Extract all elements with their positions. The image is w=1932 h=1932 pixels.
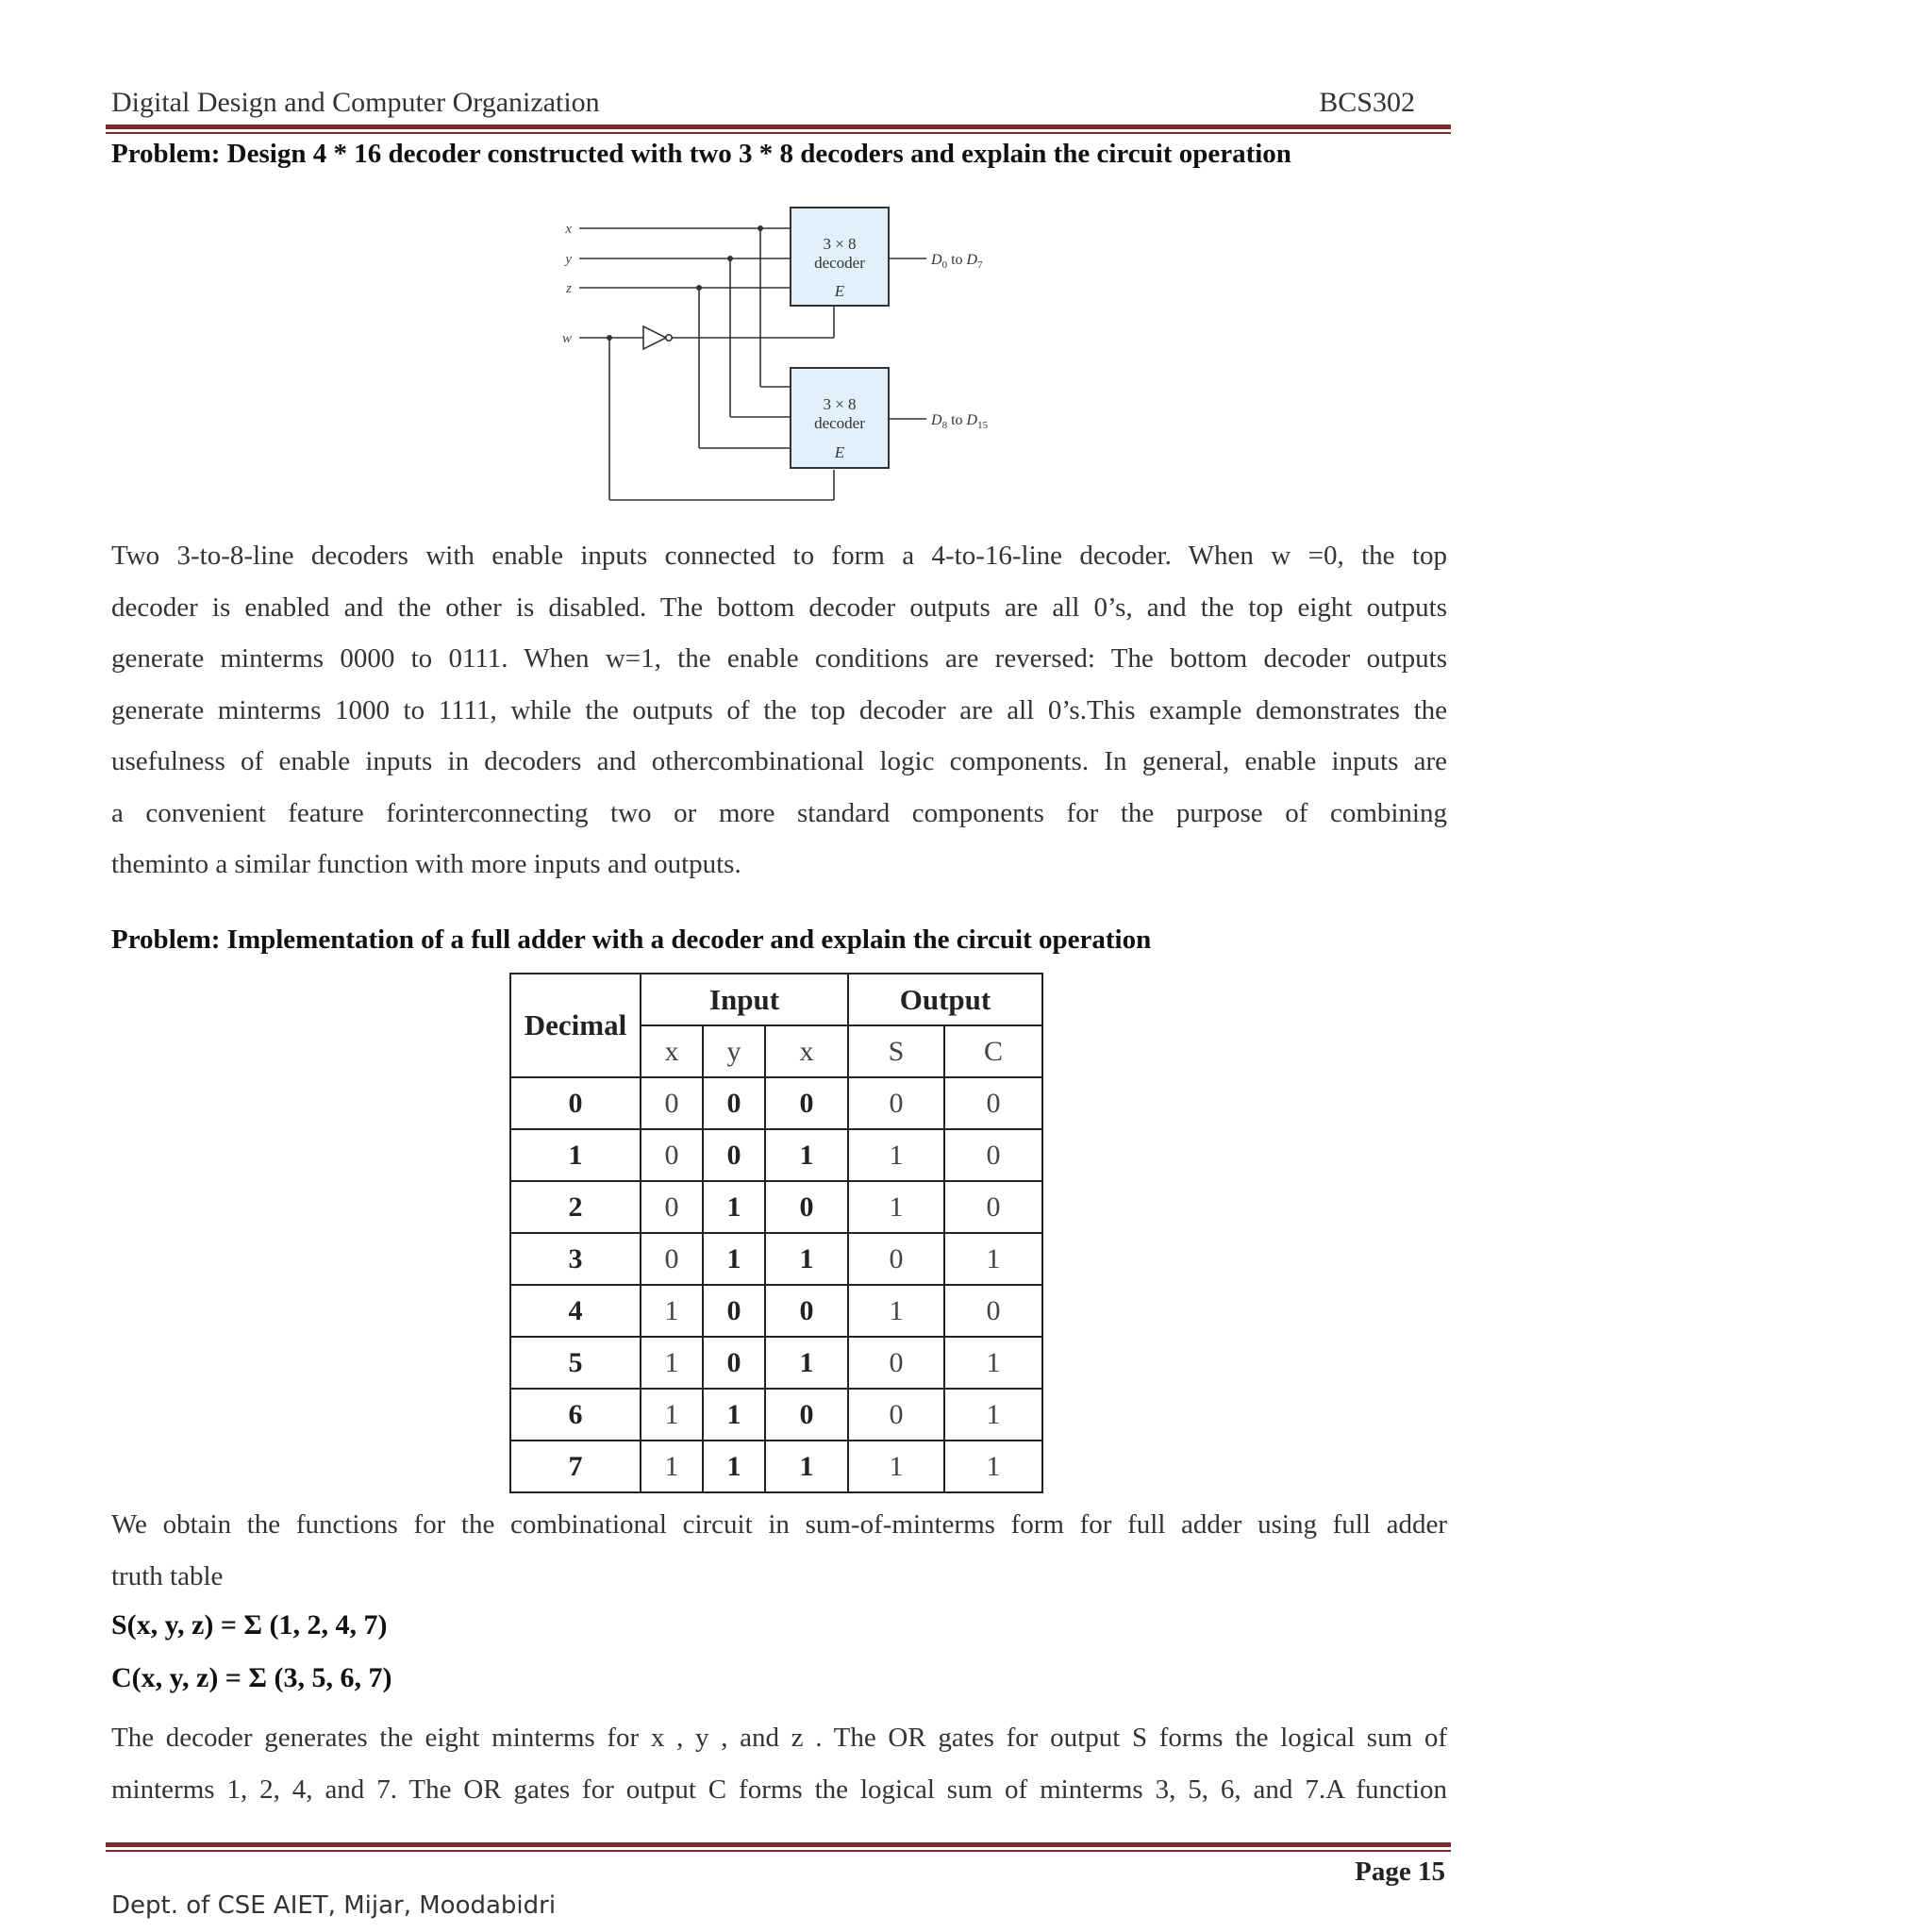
cell-z: 1 <box>765 1441 848 1492</box>
cell-x: 0 <box>641 1077 703 1129</box>
table-row <box>510 1337 1042 1389</box>
cell-decimal: 6 <box>510 1389 641 1441</box>
cell-y: 1 <box>703 1181 765 1233</box>
cell-z: 1 <box>765 1233 848 1285</box>
input-w-label: w <box>561 331 572 346</box>
cell-c: 0 <box>944 1285 1042 1337</box>
cell-s: 0 <box>848 1077 944 1129</box>
header-rule-thin <box>106 132 1451 134</box>
top-enable-label: E <box>834 282 845 300</box>
col-header-s: S <box>848 1025 944 1077</box>
col-header-y: y <box>703 1025 765 1077</box>
col-header-x: x <box>641 1025 703 1077</box>
carry-formula: C(x, y, z) = Σ (3, 5, 6, 7) <box>111 1662 392 1693</box>
decimal-header: Decimal <box>510 974 641 1077</box>
cell-c: 0 <box>944 1077 1042 1129</box>
cell-s: 1 <box>848 1181 944 1233</box>
cell-x: 1 <box>641 1441 703 1492</box>
paragraph-line: decoder is enabled and the other is disabled. The bottom decoder outputs are all 0’s, and the top eight outputs <box>111 591 1447 623</box>
cell-z: 0 <box>765 1077 848 1129</box>
table-row <box>510 1285 1042 1337</box>
bottom-decoder-size: 3 × 8 <box>823 395 857 413</box>
cell-y: 0 <box>703 1129 765 1181</box>
cell-c: 0 <box>944 1129 1042 1181</box>
header-rule <box>106 125 1451 129</box>
cell-c: 0 <box>944 1181 1042 1233</box>
cell-x: 1 <box>641 1337 703 1389</box>
cell-z: 1 <box>765 1337 848 1389</box>
cell-s: 1 <box>848 1285 944 1337</box>
table-row <box>510 1389 1042 1441</box>
cell-x: 1 <box>641 1285 703 1337</box>
cell-x: 0 <box>641 1129 703 1181</box>
cell-decimal: 3 <box>510 1233 641 1285</box>
table-row <box>510 1233 1042 1285</box>
cell-s: 1 <box>848 1441 944 1492</box>
input-x-label: x <box>565 222 572 237</box>
cell-c: 1 <box>944 1337 1042 1389</box>
cell-c: 1 <box>944 1389 1042 1441</box>
cell-decimal: 0 <box>510 1077 641 1129</box>
cell-z: 1 <box>765 1129 848 1181</box>
cell-z: 0 <box>765 1181 848 1233</box>
cell-z: 0 <box>765 1389 848 1441</box>
cell-x: 1 <box>641 1389 703 1441</box>
cell-decimal: 7 <box>510 1441 641 1492</box>
input-y-label: y <box>565 252 572 267</box>
paragraph-line: We obtain the functions for the combinational circuit in sum-of-minterms form for full adder using full adder <box>111 1509 1447 1540</box>
table-row <box>510 1441 1042 1492</box>
cell-decimal: 5 <box>510 1337 641 1389</box>
department-footer: Dept. of CSE AIET, Mijar, Moodabidri <box>111 1891 557 1920</box>
top-decoder-size: 3 × 8 <box>823 235 857 253</box>
paragraph-line: Two 3-to-8-line decoders with enable inputs connected to form a 4-to-16-line decoder. When w =0, the top <box>111 541 1447 571</box>
cell-s: 0 <box>848 1337 944 1389</box>
col-header-z: x <box>765 1025 848 1077</box>
cell-y: 1 <box>703 1389 765 1441</box>
paragraph-line: minterms 1, 2, 4, and 7. The OR gates for output C forms the logical sum of minterms 3, 5, 6, and 7.A function <box>111 1774 1447 1805</box>
cell-y: 1 <box>703 1441 765 1492</box>
cell-x: 0 <box>641 1233 703 1285</box>
cell-y: 1 <box>703 1233 765 1285</box>
cell-c: 1 <box>944 1441 1042 1492</box>
top-decoder-word: decoder <box>814 254 865 272</box>
footer-rule <box>106 1842 1451 1847</box>
cell-c: 1 <box>944 1233 1042 1285</box>
problem2-intro <box>111 1499 1447 1602</box>
paragraph-line: truth table <box>111 1560 224 1591</box>
paragraph-line: generate minterms 1000 to 1111, while the outputs of the top decoder are all 0’s.This example demonstrates the <box>111 694 1447 725</box>
input-group-header: Input <box>641 974 848 1025</box>
paragraph-line: theminto a similar function with more inputs and outputs. <box>111 849 741 879</box>
top-output-label: $D_0$ to $D_7$ <box>931 252 983 271</box>
output-group-header: Output <box>848 974 1042 1025</box>
problem1-explanation <box>111 530 1447 891</box>
cell-s: 0 <box>848 1233 944 1285</box>
cell-decimal: 2 <box>510 1181 641 1233</box>
cell-s: 0 <box>848 1389 944 1441</box>
cell-y: 0 <box>703 1077 765 1129</box>
table-row <box>510 1181 1042 1233</box>
cell-s: 1 <box>848 1129 944 1181</box>
table-row <box>510 1129 1042 1181</box>
document-title: Digital Design and Computer Organization <box>111 87 600 118</box>
problem1-heading: Problem: Design 4 * 16 decoder constructed with two 3 * 8 decoders and explain the circuit operation <box>111 139 1291 169</box>
cell-decimal: 4 <box>510 1285 641 1337</box>
paragraph-line: generate minterms 0000 to 0111. When w=1, the enable conditions are reversed: The bottom decoder outputs <box>111 643 1447 674</box>
problem2-explanation <box>111 1712 1447 1815</box>
footer-rule-thin <box>106 1850 1451 1852</box>
cell-y: 0 <box>703 1285 765 1337</box>
full-adder-truth-table <box>509 973 1043 1493</box>
input-z-label: z <box>566 281 572 296</box>
cell-x: 0 <box>641 1181 703 1233</box>
bottom-enable-label: E <box>834 443 845 461</box>
bottom-decoder-word: decoder <box>814 414 865 432</box>
course-code: BCS302 <box>1319 87 1415 118</box>
cell-y: 0 <box>703 1337 765 1389</box>
paragraph-line: usefulness of enable inputs in decoders and othercombinational logic components. In general, enable inputs are <box>111 746 1447 776</box>
col-header-c: C <box>944 1025 1042 1077</box>
table-row <box>510 1077 1042 1129</box>
cell-decimal: 1 <box>510 1129 641 1181</box>
problem2-heading: Problem: Implementation of a full adder with a decoder and explain the circuit operation <box>111 924 1152 955</box>
bottom-output-label: $D_8$ to $D_{15}$ <box>931 412 989 431</box>
cell-z: 0 <box>765 1285 848 1337</box>
decoder-4x16-diagram <box>557 198 1028 519</box>
paragraph-line: a convenient feature forinterconnecting two or more standard components for the purpose of combining <box>111 797 1447 828</box>
page-number: Page 15 <box>1355 1857 1445 1887</box>
sum-formula: S(x, y, z) = Σ (1, 2, 4, 7) <box>111 1609 388 1641</box>
paragraph-line: The decoder generates the eight minterms for x , y , and z . The OR gates for output S forms the logical sum of <box>111 1723 1447 1753</box>
